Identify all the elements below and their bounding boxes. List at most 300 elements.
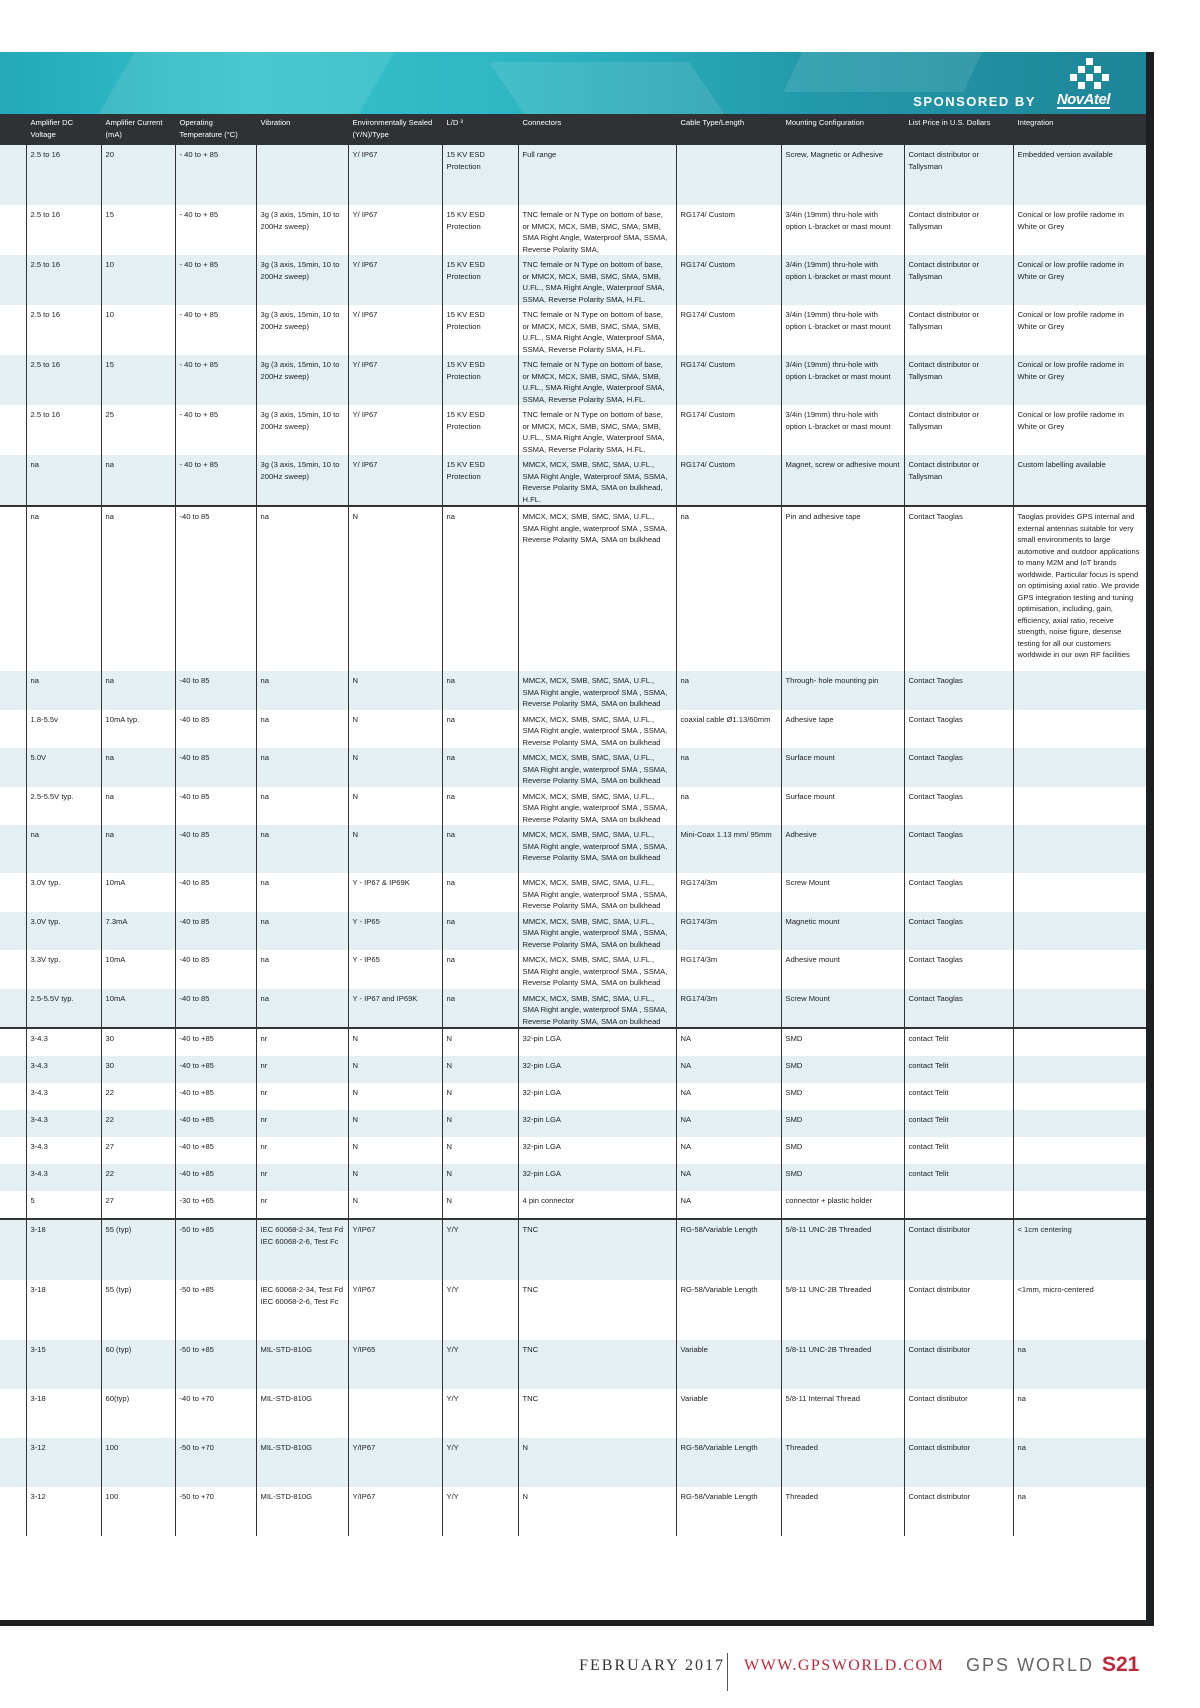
- table-cell: Y/ IP67: [348, 205, 442, 255]
- table-cell: contact Telit: [904, 1164, 1013, 1191]
- table-cell: - 40 to + 85: [175, 305, 256, 355]
- row-stub-cell: [0, 912, 26, 951]
- row-stub-cell: [0, 1083, 26, 1110]
- table-cell: N: [442, 1083, 518, 1110]
- table-cell: MMCX, MCX, SMB, SMC, SMA, U.FL., SMA Right angle, waterproof SMA , SSMA, Reverse Polarity SMA, SMA on bulkhead: [518, 787, 676, 826]
- table-cell: Y/ IP67: [348, 455, 442, 506]
- table-cell: Y/Y: [442, 1389, 518, 1438]
- table-cell: 15 KV ESD Protection: [442, 305, 518, 355]
- table-cell: - 40 to + 85: [175, 455, 256, 506]
- table-cell: Screw Mount: [781, 873, 904, 912]
- table-cell: MMCX, MCX, SMB, SMC, SMA, U.FL., SMA Right angle, waterproof SMA , SSMA, Reverse Polarity SMA, SMA on bulkhead: [518, 748, 676, 787]
- table-cell: N: [348, 748, 442, 787]
- table-cell: na: [26, 506, 101, 671]
- table-cell: -50 to +85: [175, 1280, 256, 1340]
- table-cell: [1013, 1028, 1146, 1056]
- table-cell: Contact Taoglas: [904, 950, 1013, 989]
- table-cell: na: [101, 506, 175, 671]
- row-stub-cell: [0, 1389, 26, 1438]
- website-link[interactable]: WWW.GPSWORLD.COM: [744, 1657, 945, 1674]
- table-cell: 32-pin LGA: [518, 1083, 676, 1110]
- table-cell: Full range: [518, 145, 676, 205]
- table-cell: Variable: [676, 1389, 781, 1438]
- table-cell: -40 to +85: [175, 1137, 256, 1164]
- table-cell: 5/8-11 UNC-2B Threaded: [781, 1280, 904, 1340]
- row-stub-cell: [0, 950, 26, 989]
- table-cell: RG174/3m: [676, 912, 781, 951]
- table-cell: 3/4in (19mm) thru-hole with option L-bracket or mast mount: [781, 205, 904, 255]
- table-cell: 3-4.3: [26, 1137, 101, 1164]
- table-cell: Y/ IP67: [348, 145, 442, 205]
- table-cell: 2.5 to 16: [26, 145, 101, 205]
- table-cell: Screw, Magnetic or Adhesive: [781, 145, 904, 205]
- table-cell: TNC female or N Type on bottom of base, or MMCX, MCX, SMB, SMC, SMA, SMB, U.FL., SMA Right Angle, Waterproof SMA, SSMA, Reverse Polarity SMA, H.FL.: [518, 355, 676, 405]
- table-cell: MMCX, MCX, SMB, SMC, SMA, U.FL., SMA Right angle, waterproof SMA , SSMA, Reverse Polarity SMA, SMA on bulkhead: [518, 912, 676, 951]
- table-row: [0, 405, 1146, 455]
- row-stub-cell: [0, 1164, 26, 1191]
- page-number: S21: [1102, 1653, 1140, 1676]
- table-cell: [1013, 787, 1146, 826]
- table-cell: Custom labelling available: [1013, 455, 1146, 506]
- table-row: [0, 1028, 1146, 1056]
- column-header: L/D ³: [442, 114, 518, 145]
- table-cell: na: [676, 748, 781, 787]
- table-cell: 60(typ): [101, 1389, 175, 1438]
- table-cell: MMCX, MCX, SMB, SMC, SMA, U.FL., SMA Right angle, waterproof SMA , SSMA, Reverse Polarity SMA, SMA on bulkhead: [518, 710, 676, 749]
- table-header-row: [0, 114, 1146, 145]
- table-cell: Y/ IP67: [348, 355, 442, 405]
- table-cell: [1013, 989, 1146, 1029]
- table-cell: RG174/ Custom: [676, 355, 781, 405]
- table-cell: TNC female or N Type on bottom of base, or MMCX, MCX, SMB, SMC, SMA, SMB, U.FL., SMA Right Angle, Waterproof SMA, SSMA, Reverse Polarity SMA, H.FL.: [518, 255, 676, 305]
- column-header: Vibration: [256, 114, 348, 145]
- table-cell: na: [676, 671, 781, 710]
- table-cell: 15 KV ESD Protection: [442, 255, 518, 305]
- table-cell: Y/IP67: [348, 1487, 442, 1536]
- row-stub-cell: [0, 355, 26, 405]
- table-cell: contact Telit: [904, 1110, 1013, 1137]
- table-row: [0, 873, 1146, 912]
- table-cell: N: [348, 506, 442, 671]
- table-cell: contact Telit: [904, 1028, 1013, 1056]
- table-cell: na: [442, 912, 518, 951]
- table-cell: TNC: [518, 1280, 676, 1340]
- table-cell: 10mA: [101, 873, 175, 912]
- table-cell: -40 to +85: [175, 1083, 256, 1110]
- table-cell: Y - IP67 and IP69K: [348, 989, 442, 1029]
- table-row: [0, 1164, 1146, 1191]
- table-cell: na: [442, 825, 518, 873]
- table-cell: 5/8-11 UNC-2B Threaded: [781, 1219, 904, 1280]
- table-cell: 2.5 to 16: [26, 255, 101, 305]
- table-cell: TNC: [518, 1389, 676, 1438]
- table-row: [0, 205, 1146, 255]
- table-cell: - 40 to + 85: [175, 255, 256, 305]
- table-cell: -40 to +70: [175, 1389, 256, 1438]
- table-cell: na: [101, 787, 175, 826]
- row-stub-cell: [0, 455, 26, 506]
- table-cell: na: [1013, 1438, 1146, 1487]
- table-cell: RG174/ Custom: [676, 305, 781, 355]
- table-cell: Y/IP67: [348, 1219, 442, 1280]
- table-cell: N: [442, 1110, 518, 1137]
- table-cell: Threaded: [781, 1487, 904, 1536]
- table-cell: RG-58/Variable Length: [676, 1487, 781, 1536]
- table-cell: Magnetic mount: [781, 912, 904, 951]
- table-row: [0, 950, 1146, 989]
- row-stub-cell: [0, 1028, 26, 1056]
- table-cell: < 1cm centering: [1013, 1219, 1146, 1280]
- table-cell: -50 to +70: [175, 1438, 256, 1487]
- row-stub-cell: [0, 305, 26, 355]
- table-cell: RG174/ Custom: [676, 455, 781, 506]
- table-cell: Pin and adhesive tape: [781, 506, 904, 671]
- table-row: [0, 710, 1146, 749]
- table-cell: Contact distributor or Tallysman: [904, 205, 1013, 255]
- table-row: [0, 989, 1146, 1029]
- sponsored-by-label: SPONSORED BY: [913, 94, 1036, 109]
- table-cell: N: [348, 1164, 442, 1191]
- table-cell: 3/4in (19mm) thru-hole with option L-bracket or mast mount: [781, 405, 904, 455]
- table-cell: Y/IP67: [348, 1438, 442, 1487]
- table-cell: 30: [101, 1056, 175, 1083]
- table-cell: 10mA typ.: [101, 710, 175, 749]
- table-cell: 3-18: [26, 1280, 101, 1340]
- table-cell: nr: [256, 1028, 348, 1056]
- table-cell: 10: [101, 255, 175, 305]
- table-row: [0, 1340, 1146, 1389]
- table-cell: Adhesive: [781, 825, 904, 873]
- table-cell: RG-58/Variable Length: [676, 1280, 781, 1340]
- table-cell: Conical or low profile radome in White or Grey: [1013, 355, 1146, 405]
- table-cell: [1013, 710, 1146, 749]
- table-cell: TNC: [518, 1219, 676, 1280]
- table-cell: -40 to +85: [175, 1056, 256, 1083]
- table-cell: Y/ IP67: [348, 255, 442, 305]
- table-cell: NA: [676, 1083, 781, 1110]
- row-stub-cell: [0, 1340, 26, 1389]
- table-cell: Through- hole mounting pin: [781, 671, 904, 710]
- table-cell: -40 to 85: [175, 710, 256, 749]
- table-cell: coaxial cable Ø1.13/60mm: [676, 710, 781, 749]
- table-row: [0, 506, 1146, 671]
- table-cell: [348, 1389, 442, 1438]
- table-row: [0, 1280, 1146, 1340]
- table-cell: N: [348, 787, 442, 826]
- table-cell: Contact distributor or Tallysman: [904, 145, 1013, 205]
- table-cell: Screw Mount: [781, 989, 904, 1029]
- table-cell: 22: [101, 1164, 175, 1191]
- novatel-logo-text: NovAtel: [1056, 91, 1110, 108]
- table-cell: na: [101, 671, 175, 710]
- table-cell: Contact Taoglas: [904, 671, 1013, 710]
- table-cell: Mini-Coax 1.13 mm/ 95mm: [676, 825, 781, 873]
- table-cell: 3-15: [26, 1340, 101, 1389]
- table-cell: contact Telit: [904, 1056, 1013, 1083]
- table-cell: na: [442, 873, 518, 912]
- table-cell: Contact Taoglas: [904, 912, 1013, 951]
- table-cell: na: [1013, 1340, 1146, 1389]
- table-cell: na: [256, 671, 348, 710]
- table-cell: nr: [256, 1164, 348, 1191]
- table-cell: Contact distributor or Tallysman: [904, 405, 1013, 455]
- table-cell: RG174/ Custom: [676, 405, 781, 455]
- row-stub-cell: [0, 1110, 26, 1137]
- table-cell: N: [348, 710, 442, 749]
- table-cell: 3.0V typ.: [26, 912, 101, 951]
- table-cell: Contact Taoglas: [904, 506, 1013, 671]
- table-body: [0, 145, 1146, 1536]
- table-cell: MMCX, MCX, SMB, SMC, SMA, U.FL., SMA Right Angle, Waterproof SMA, SSMA, Reverse Polarity SMA, SMA on bulkhead, H.FL.: [518, 455, 676, 506]
- table-cell: Contact distributor: [904, 1438, 1013, 1487]
- table-cell: Conical or low profile radome in White or Grey: [1013, 255, 1146, 305]
- table-cell: -40 to 85: [175, 506, 256, 671]
- table-cell: na: [26, 825, 101, 873]
- table-cell: Y/Y: [442, 1219, 518, 1280]
- table-cell: 3-12: [26, 1487, 101, 1536]
- table-cell: N: [442, 1164, 518, 1191]
- column-header: List Price in U.S. Dollars: [904, 114, 1013, 145]
- table-cell: [676, 145, 781, 205]
- row-stub-cell: [0, 255, 26, 305]
- table-cell: 5.0V: [26, 748, 101, 787]
- table-cell: <1mm, micro-centered: [1013, 1280, 1146, 1340]
- table-cell: 5/8-11 Internal Thread: [781, 1389, 904, 1438]
- table-cell: Y/Y: [442, 1487, 518, 1536]
- table-cell: [1013, 873, 1146, 912]
- table-cell: 32-pin LGA: [518, 1028, 676, 1056]
- table-cell: 22: [101, 1110, 175, 1137]
- table-cell: na: [676, 506, 781, 671]
- table-cell: SMD: [781, 1083, 904, 1110]
- table-cell: Contact Taoglas: [904, 989, 1013, 1029]
- table-cell: RG-58/Variable Length: [676, 1438, 781, 1487]
- table-cell: Adhesive tape: [781, 710, 904, 749]
- table-cell: -40 to 85: [175, 989, 256, 1029]
- table-cell: Y/ IP67: [348, 405, 442, 455]
- row-stub-cell: [0, 710, 26, 749]
- table-cell: Magnet, screw or adhesive mount: [781, 455, 904, 506]
- table-cell: Contact distributor or Tallysman: [904, 355, 1013, 405]
- table-row: [0, 1056, 1146, 1083]
- table-cell: MIL-STD-810G: [256, 1389, 348, 1438]
- row-stub-cell: [0, 1191, 26, 1219]
- table-cell: 3g (3 axis, 15min, 10 to 200Hz sweep): [256, 305, 348, 355]
- table-cell: na: [442, 989, 518, 1029]
- table-row: [0, 912, 1146, 951]
- table-cell: na: [26, 455, 101, 506]
- table-cell: Y/IP65: [348, 1340, 442, 1389]
- table-cell: Variable: [676, 1340, 781, 1389]
- table-cell: 3/4in (19mm) thru-hole with option L-bracket or mast mount: [781, 355, 904, 405]
- table-cell: 2.5 to 16: [26, 205, 101, 255]
- table-cell: 32-pin LGA: [518, 1164, 676, 1191]
- table-cell: Surface mount: [781, 748, 904, 787]
- table-cell: 32-pin LGA: [518, 1056, 676, 1083]
- table-cell: 3-4.3: [26, 1110, 101, 1137]
- table-cell: 3.0V typ.: [26, 873, 101, 912]
- column-header: Environmentally Sealed (Y/N)/Type: [348, 114, 442, 145]
- table-cell: Contact distributor or Tallysman: [904, 305, 1013, 355]
- table-cell: N: [348, 1056, 442, 1083]
- table-cell: na: [256, 989, 348, 1029]
- table-cell: 3-18: [26, 1219, 101, 1280]
- table-cell: -40 to 85: [175, 748, 256, 787]
- table-cell: 3-4.3: [26, 1083, 101, 1110]
- table-row: [0, 1110, 1146, 1137]
- table-cell: [1013, 748, 1146, 787]
- table-cell: na: [256, 787, 348, 826]
- table-cell: -40 to 85: [175, 873, 256, 912]
- table-row: [0, 1389, 1146, 1438]
- table-cell: Y - IP67 & IP69K: [348, 873, 442, 912]
- table-cell: N: [442, 1191, 518, 1219]
- table-cell: na: [256, 710, 348, 749]
- table-cell: 2.5-5.5V typ.: [26, 989, 101, 1029]
- table-cell: TNC: [518, 1340, 676, 1389]
- table-cell: na: [256, 873, 348, 912]
- table-cell: 2.5-5.5V typ.: [26, 787, 101, 826]
- table-cell: [1013, 1083, 1146, 1110]
- table-row: [0, 787, 1146, 826]
- table-cell: Contact distributor: [904, 1280, 1013, 1340]
- issue-date: FEBRUARY 2017: [579, 1657, 725, 1674]
- table-cell: 22: [101, 1083, 175, 1110]
- table-cell: IEC 60068-2-34, Test Fd IEC 60068-2-6, Test Fc: [256, 1219, 348, 1280]
- column-header: Cable Type/Length: [676, 114, 781, 145]
- row-stub-cell: [0, 1137, 26, 1164]
- table-cell: NA: [676, 1110, 781, 1137]
- table-cell: na: [442, 787, 518, 826]
- table-cell: 15: [101, 205, 175, 255]
- table-cell: MMCX, MCX, SMB, SMC, SMA, U.FL., SMA Right angle, waterproof SMA , SSMA, Reverse Polarity SMA, SMA on bulkhead: [518, 989, 676, 1029]
- table-bottom-bar: [0, 1620, 1146, 1626]
- table-row: [0, 1487, 1146, 1536]
- table-cell: 3-18: [26, 1389, 101, 1438]
- table-cell: N: [348, 1028, 442, 1056]
- table-cell: RG174/3m: [676, 873, 781, 912]
- table-cell: -40 to +85: [175, 1164, 256, 1191]
- table-row: [0, 1137, 1146, 1164]
- table-cell: Embedded version available: [1013, 145, 1146, 205]
- table-cell: [1013, 671, 1146, 710]
- row-stub-cell: [0, 787, 26, 826]
- table-cell: 7.3mA: [101, 912, 175, 951]
- table-cell: na: [1013, 1389, 1146, 1438]
- table-cell: 2.5 to 16: [26, 305, 101, 355]
- table-cell: 30: [101, 1028, 175, 1056]
- table-cell: na: [1013, 1487, 1146, 1536]
- table-cell: N: [348, 1137, 442, 1164]
- row-stub-cell: [0, 1487, 26, 1536]
- table-cell: 10: [101, 305, 175, 355]
- table-cell: MIL-STD-810G: [256, 1487, 348, 1536]
- table-cell: SMD: [781, 1056, 904, 1083]
- table-cell: nr: [256, 1083, 348, 1110]
- row-stub-cell: [0, 145, 26, 205]
- table-row: [0, 671, 1146, 710]
- footer-divider: [727, 1653, 728, 1691]
- table-cell: na: [101, 455, 175, 506]
- table-cell: Conical or low profile radome in White or Grey: [1013, 205, 1146, 255]
- table-cell: 10mA: [101, 989, 175, 1029]
- table-cell: nr: [256, 1056, 348, 1083]
- table-row: [0, 305, 1146, 355]
- table-cell: Contact distributor or Tallysman: [904, 455, 1013, 506]
- table-cell: [1013, 912, 1146, 951]
- table-cell: 3/4in (19mm) thru-hole with option L-bracket or mast mount: [781, 305, 904, 355]
- table-cell: Y - IP65: [348, 950, 442, 989]
- table-cell: [904, 1191, 1013, 1219]
- table-cell: 3-12: [26, 1438, 101, 1487]
- table-cell: MMCX, MCX, SMB, SMC, SMA, U.FL., SMA Right angle, waterproof SMA , SSMA, Reverse Polarity SMA, SMA on bulkhead: [518, 825, 676, 873]
- table-cell: Contact distributor: [904, 1487, 1013, 1536]
- table-cell: - 40 to + 85: [175, 405, 256, 455]
- table-row: [0, 1191, 1146, 1219]
- table-cell: 20: [101, 145, 175, 205]
- table-cell: Y/Y: [442, 1280, 518, 1340]
- table-cell: 32-pin LGA: [518, 1110, 676, 1137]
- table-cell: MIL-STD-810G: [256, 1438, 348, 1487]
- table-cell: RG-58/Variable Length: [676, 1219, 781, 1280]
- table-cell: 3g (3 axis, 15min, 10 to 200Hz sweep): [256, 205, 348, 255]
- table-cell: N: [442, 1028, 518, 1056]
- table-cell: contact Telit: [904, 1137, 1013, 1164]
- table-cell: 3g (3 axis, 15min, 10 to 200Hz sweep): [256, 455, 348, 506]
- table-cell: Y - IP65: [348, 912, 442, 951]
- table-cell: [1013, 950, 1146, 989]
- table-row: [0, 825, 1146, 873]
- table-cell: N: [442, 1056, 518, 1083]
- table-cell: -50 to +85: [175, 1219, 256, 1280]
- table-cell: MIL-STD-810G: [256, 1340, 348, 1389]
- table-cell: 3-4.3: [26, 1164, 101, 1191]
- table-cell: Threaded: [781, 1438, 904, 1487]
- table-cell: -40 to 85: [175, 912, 256, 951]
- table-cell: Conical or low profile radome in White or Grey: [1013, 405, 1146, 455]
- table-cell: 60 (typ): [101, 1340, 175, 1389]
- row-stub-cell: [0, 1438, 26, 1487]
- table-cell: na: [256, 950, 348, 989]
- table-cell: na: [101, 748, 175, 787]
- table-cell: na: [256, 912, 348, 951]
- table-cell: SMD: [781, 1164, 904, 1191]
- table-cell: Surface mount: [781, 787, 904, 826]
- table-cell: Contact distibutor: [904, 1389, 1013, 1438]
- table-cell: na: [442, 950, 518, 989]
- table-cell: - 40 to + 85: [175, 355, 256, 405]
- table-cell: nr: [256, 1137, 348, 1164]
- table-cell: N: [348, 1083, 442, 1110]
- table-cell: 15 KV ESD Protection: [442, 145, 518, 205]
- table-cell: 10mA: [101, 950, 175, 989]
- row-stub-cell: [0, 205, 26, 255]
- table-cell: 15 KV ESD Protection: [442, 455, 518, 506]
- table-cell: SMD: [781, 1028, 904, 1056]
- table-cell: na: [26, 671, 101, 710]
- column-header-stub: [0, 114, 26, 145]
- column-header: Operating Temperature (°C): [175, 114, 256, 145]
- table-cell: RG174/ Custom: [676, 255, 781, 305]
- table-cell: 3g (3 axis, 15min, 10 to 200Hz sweep): [256, 405, 348, 455]
- table-cell: 100: [101, 1438, 175, 1487]
- table-cell: NA: [676, 1056, 781, 1083]
- table-cell: Y/Y: [442, 1340, 518, 1389]
- row-stub-cell: [0, 506, 26, 671]
- table-cell: SMD: [781, 1110, 904, 1137]
- table-cell: Contact Taoglas: [904, 787, 1013, 826]
- table-cell: 25: [101, 405, 175, 455]
